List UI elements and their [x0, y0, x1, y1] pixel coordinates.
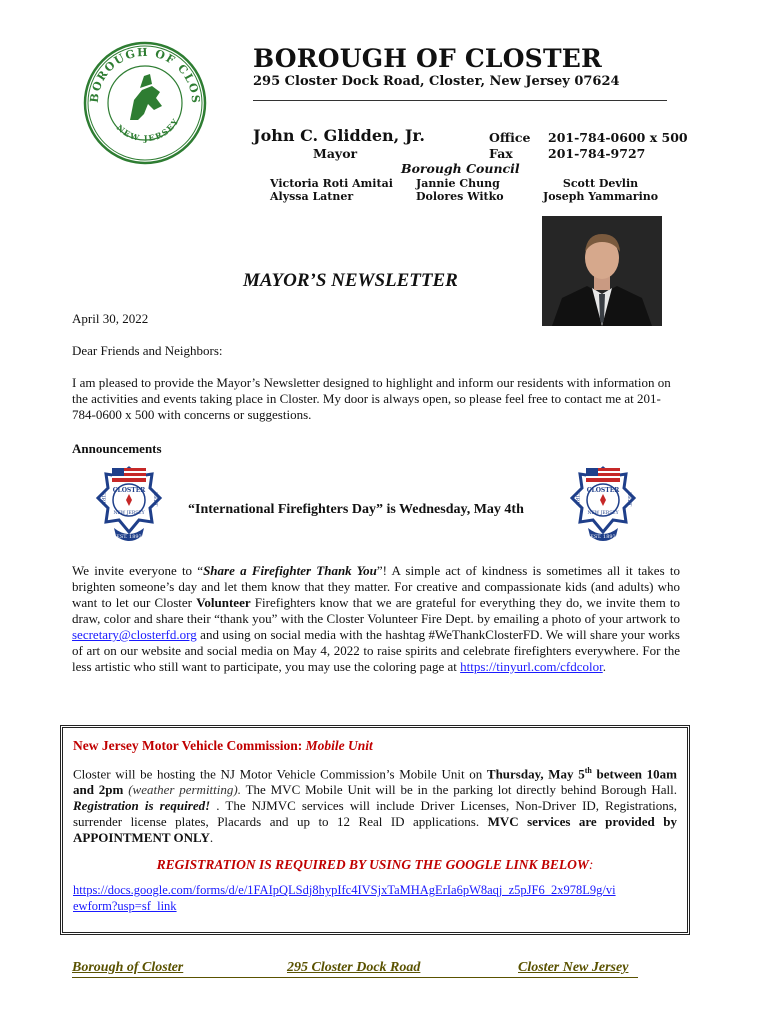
footer-rule: [72, 977, 638, 978]
council-heading: Borough Council: [401, 161, 520, 176]
svg-text:NEW JERSEY: NEW JERSEY: [113, 511, 145, 516]
borough-seal-logo: [82, 40, 208, 166]
council-member: Jannie Chung: [416, 177, 500, 190]
svg-text:FIRE: FIRE: [574, 492, 580, 505]
svg-text:CLOSTER: CLOSTER: [586, 487, 620, 494]
firefighters-paragraph: We invite everyone to “Share a Firefighter Thank You”! A simple act of kindness is sometimes all it takes to brighten someone’s day and let them know that they matter. For creative and compassionate kids (and adults) who want to let our Closter Volunteer Firefighters know that we are grateful for everything they do, we invite them to draw, color and share their “thank you” with the Closter Volunteer Fire Dept. by emailing a photo of your artwork to secretary@closterfd.org and using on social media with the hashtag #WeThankClosterFD. We will share your works of art on our website and social media on May 4, 2022 to raise spirits and celebrate firefighters everywhere. For the less artistic who still want to participate, you may use the coloring page at https://tinyurl.com/cfdcolor.: [72, 563, 680, 674]
council-member: Dolores Witko: [416, 190, 504, 203]
svg-text:NEW JERSEY: NEW JERSEY: [587, 511, 619, 516]
google-form-link-line2[interactable]: ewform?usp=sf_link: [73, 899, 177, 914]
fire-dept-email-link[interactable]: secretary@closterfd.org: [72, 627, 197, 642]
header-divider: [253, 100, 667, 101]
svg-text:FIRE: FIRE: [100, 492, 106, 505]
fax-label: Fax: [489, 146, 513, 161]
newsletter-title: MAYOR’S NEWSLETTER: [243, 270, 458, 291]
announcements-heading: Announcements: [72, 441, 162, 456]
council-column-2: [416, 177, 504, 203]
council-column-3: [543, 177, 658, 203]
fire-dept-badge-right: [566, 462, 640, 550]
footer-address: 295 Closter Dock Road: [287, 960, 421, 975]
svg-text:NEW JERSEY: NEW JERSEY: [114, 115, 181, 144]
svg-text:BOROUGH OF CLOSTER: BOROUGH OF CLOS: [87, 45, 203, 105]
intro-paragraph: I am pleased to provide the Mayor’s Newsletter designed to highlight and inform our residents with information on the activities and events taking place in Closter. My door is always open, so please feel free to contact me at 201-784-0600 x 500 with concerns or suggestions.: [72, 375, 671, 422]
greeting: Dear Friends and Neighbors:: [72, 343, 223, 358]
council-column-1: [270, 177, 393, 203]
mvc-mobile-unit-box: [60, 725, 690, 935]
svg-text:DEPT: DEPT: [152, 492, 158, 507]
footer-state: Closter New Jersey: [518, 960, 629, 975]
office-phone: 201-784-0600 x 500: [548, 130, 688, 145]
letterhead-title: BOROUGH OF CLOSTER: [253, 44, 602, 73]
firefighters-day-headline: “International Firefighters Day” is Wednesday, May 4th: [188, 502, 524, 517]
letterhead-address: 295 Closter Dock Road, Closter, New Jersey 07624: [253, 74, 620, 89]
google-form-link-line1[interactable]: https://docs.google.com/forms/d/e/1FAIpQLSdj8hypIfc4IVSjxTaMHAgErIa6pW8aqj_z5pJF6_2x978L9g/vi: [73, 883, 616, 898]
svg-text:DEPT: DEPT: [626, 492, 632, 507]
mayor-name: John C. Glidden, Jr.: [253, 126, 425, 145]
fax-number: 201-784-9727: [548, 146, 646, 161]
svg-text:CLOSTER: CLOSTER: [112, 487, 146, 494]
mvc-title: New Jersey Motor Vehicle Commission: Mobile Unit: [73, 738, 373, 753]
council-member: Scott Devlin: [562, 177, 639, 190]
council-member: Joseph Yammarino: [543, 190, 659, 203]
svg-text:EST. 1893: EST. 1893: [590, 534, 616, 540]
footer-borough: Borough of Closter: [72, 960, 184, 975]
newsletter-date: April 30, 2022: [72, 311, 149, 326]
council-member: Alyssa Latner: [270, 190, 354, 203]
mvc-paragraph: Closter will be hosting the NJ Motor Vehicle Commission’s Mobile Unit on Thursday, May 5th between 10am and 2pm (weather permitting). The MVC Mobile Unit will be in the parking lot directly behind Borough Hall. Registration is required! . The NJMVC services will include Driver Licenses, Non-Driver ID, Registrations, surrender license plates, Placards and up to 12 Real ID applications. MVC services are provided by APPOINTMENT ONLY.: [73, 766, 678, 846]
svg-text:EST. 1893: EST. 1893: [116, 534, 142, 540]
mayor-title: Mayor: [313, 146, 358, 161]
coloring-page-link[interactable]: https://tinyurl.com/cfdcolor: [460, 659, 603, 674]
council-member: Victoria Roti Amitai: [270, 177, 393, 190]
office-label: Office: [489, 130, 531, 145]
registration-notice: REGISTRATION IS REQUIRED BY USING THE GOOGLE LINK BELOW:: [156, 857, 594, 873]
fire-dept-badge-left: [92, 462, 166, 550]
mayor-photo: [542, 216, 662, 326]
registration-link[interactable]: [73, 882, 677, 914]
